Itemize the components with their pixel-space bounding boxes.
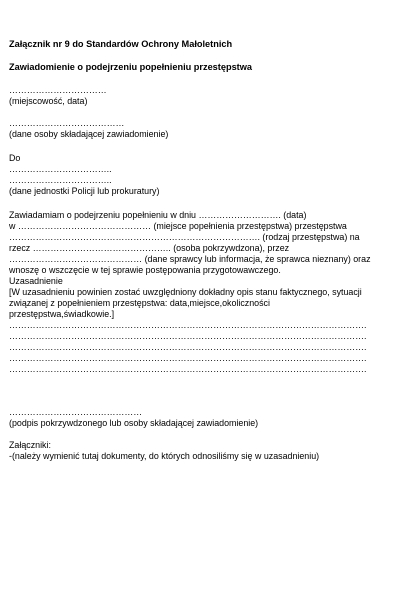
body-line: wnoszę o wszczęcie w tej sprawie postępowania przygotowawczego. (9, 265, 281, 275)
body-line: ……………………………………… (dane sprawcy lub informacja, że sprawca nieznany) oraz (9, 254, 371, 264)
document-title: Załącznik nr 9 do Standardów Ochrony Małoletnich (9, 39, 233, 49)
dotted-line: …………………………………………………………………………………………………………. (9, 353, 367, 363)
dotted-line: …………………………………………………………………………………………………………. (9, 320, 367, 330)
dotted-line: …………………………………………………………………………………………………………. (9, 331, 367, 341)
document-heading: Zawiadomienie o podejrzeniu popełnieniu przestępstwa (9, 62, 252, 72)
justification-line: [W uzasadnieniu powinien zostać uwzględniony dokładny opis stanu faktycznego, sytuacji (9, 287, 362, 297)
body-line: Zawiadamiam o podejrzeniu popełnieniu w dniu ………………………. (data) (9, 210, 307, 220)
attachments-note: -(należy wymienić tutaj dokumenty, do których odnosiliśmy się w uzasadnieniu) (9, 451, 320, 461)
place-date-dots: …………………………… (9, 85, 107, 95)
attachments-label: Załączniki: (9, 440, 51, 450)
justification-line: przestępstwa,świadkowie.] (9, 309, 115, 319)
sender-label: (dane osoby składającej zawiadomienie) (9, 129, 169, 139)
place-date-label: (miejscowość, data) (9, 96, 88, 106)
dotted-line: …………………………………………………………………………………………………………. (9, 342, 367, 352)
dotted-line: …………………………………………………………………………………………………………. (9, 364, 367, 374)
signature-dots: ……………………………………… (9, 407, 143, 417)
recipient-dots-1: …………………………….. (9, 164, 112, 174)
signature-label: (podpis pokrzywdzonego lub osoby składającej zawiadomienie) (9, 418, 259, 428)
justification-line: związanej z popełnieniem przestępstwa: data,miejsce,okoliczności (9, 298, 270, 308)
to-label: Do (9, 153, 21, 163)
body-line: w ……………………………………… (miejsce popełnienia przestępstwa) przestępstwa (9, 221, 347, 231)
recipient-dots-2: …………………………….. (9, 175, 112, 185)
notification-body (9, 210, 371, 375)
justification-label: Uzasadnienie (9, 276, 63, 286)
body-line: rzecz ……………………………………….. (osoba pokrzywdzona), przez (9, 243, 290, 253)
body-line: …………………………………………………………………………. (rodzaj przestępstwa) na (9, 232, 360, 242)
recipient-label: (dane jednostki Policji lub prokuratury) (9, 186, 160, 196)
sender-dots: ………………………………… (9, 118, 125, 128)
